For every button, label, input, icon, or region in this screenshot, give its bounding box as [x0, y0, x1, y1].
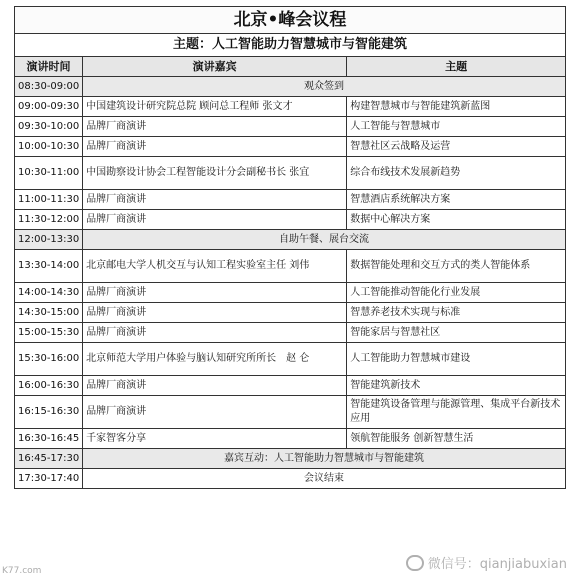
wechat-icon	[406, 555, 424, 571]
merged-cell: 会议结束	[83, 469, 566, 489]
time-cell: 16:00-16:30	[15, 376, 83, 396]
table-row	[15, 396, 566, 429]
table-row	[15, 97, 566, 117]
watermark	[406, 553, 567, 572]
table-row	[15, 303, 566, 323]
topic-cell: 人工智能助力智慧城市建设	[347, 343, 566, 376]
time-cell: 15:00-15:30	[15, 323, 83, 343]
topic-cell: 智能家居与智慧社区	[347, 323, 566, 343]
table-row	[15, 230, 566, 250]
time-cell: 11:30-12:00	[15, 210, 83, 230]
merged-cell: 自助午餐、展台交流	[83, 230, 566, 250]
speaker-cell: 品牌厂商演讲	[83, 303, 347, 323]
speaker-cell: 品牌厂商演讲	[83, 117, 347, 137]
table-row	[15, 117, 566, 137]
merged-cell: 嘉宾互动：人工智能助力智慧城市与智能建筑	[83, 449, 566, 469]
page-title: 北京•峰会议程	[15, 7, 566, 34]
column-header-time: 演讲时间	[15, 57, 83, 77]
table-row	[15, 137, 566, 157]
table-row	[15, 343, 566, 376]
topic-cell: 数据智能处理和交互方式的类人智能体系	[347, 250, 566, 283]
corner-watermark: K77.com	[2, 566, 42, 576]
speaker-cell: 品牌厂商演讲	[83, 396, 347, 429]
time-cell: 15:30-16:00	[15, 343, 83, 376]
table-row	[15, 449, 566, 469]
table-row	[15, 157, 566, 190]
column-header-topic: 主题	[347, 57, 566, 77]
speaker-cell: 中国勘察设计协会工程智能设计分会副秘书长 张宜	[83, 157, 347, 190]
time-cell: 13:30-14:00	[15, 250, 83, 283]
time-cell: 11:00-11:30	[15, 190, 83, 210]
time-cell: 17:30-17:40	[15, 469, 83, 489]
table-row	[15, 190, 566, 210]
speaker-cell: 品牌厂商演讲	[83, 137, 347, 157]
time-cell: 08:30-09:00	[15, 77, 83, 97]
topic-cell: 数据中心解决方案	[347, 210, 566, 230]
table-row	[15, 210, 566, 230]
table-row	[15, 283, 566, 303]
agenda-sheet	[14, 6, 566, 572]
time-cell: 16:15-16:30	[15, 396, 83, 429]
time-cell: 14:30-15:00	[15, 303, 83, 323]
speaker-cell: 品牌厂商演讲	[83, 376, 347, 396]
table-row	[15, 77, 566, 97]
column-header-speaker: 演讲嘉宾	[83, 57, 347, 77]
page-subtitle: 主题：人工智能助力智慧城市与智能建筑	[15, 34, 566, 57]
time-cell: 16:30-16:45	[15, 429, 83, 449]
topic-cell: 综合布线技术发展新趋势	[347, 157, 566, 190]
speaker-cell: 品牌厂商演讲	[83, 210, 347, 230]
table-row	[15, 376, 566, 396]
topic-cell: 智慧酒店系统解决方案	[347, 190, 566, 210]
speaker-cell: 千家智客分享	[83, 429, 347, 449]
table-row	[15, 250, 566, 283]
table-row	[15, 429, 566, 449]
topic-cell: 构建智慧城市与智能建筑新蓝图	[347, 97, 566, 117]
speaker-cell: 品牌厂商演讲	[83, 323, 347, 343]
time-cell: 09:00-09:30	[15, 97, 83, 117]
agenda-table	[14, 6, 566, 489]
topic-cell: 智慧养老技术实现与标准	[347, 303, 566, 323]
speaker-cell: 品牌厂商演讲	[83, 190, 347, 210]
time-cell: 09:30-10:00	[15, 117, 83, 137]
table-row	[15, 469, 566, 489]
time-cell: 12:00-13:30	[15, 230, 83, 250]
speaker-cell: 北京师范大学用户体验与脑认知研究所所长 赵 仑	[83, 343, 347, 376]
speaker-cell: 北京邮电大学人机交互与认知工程实验室主任 刘伟	[83, 250, 347, 283]
speaker-cell: 品牌厂商演讲	[83, 283, 347, 303]
time-cell: 10:00-10:30	[15, 137, 83, 157]
watermark-text: 微信号：qianjiabuxian	[427, 557, 567, 572]
topic-cell: 智慧社区云战略及运营	[347, 137, 566, 157]
speaker-cell: 中国建筑设计研究院总院 顾问总工程师 张文才	[83, 97, 347, 117]
topic-cell: 人工智能推动智能化行业发展	[347, 283, 566, 303]
topic-cell: 领航智能服务 创新智慧生活	[347, 429, 566, 449]
time-cell: 14:00-14:30	[15, 283, 83, 303]
time-cell: 16:45-17:30	[15, 449, 83, 469]
topic-cell: 智能建筑新技术	[347, 376, 566, 396]
time-cell: 10:30-11:00	[15, 157, 83, 190]
merged-cell: 观众签到	[83, 77, 566, 97]
table-row	[15, 323, 566, 343]
topic-cell: 人工智能与智慧城市	[347, 117, 566, 137]
topic-cell: 智能建筑设备管理与能源管理、集成平台新技术应用	[347, 396, 566, 429]
